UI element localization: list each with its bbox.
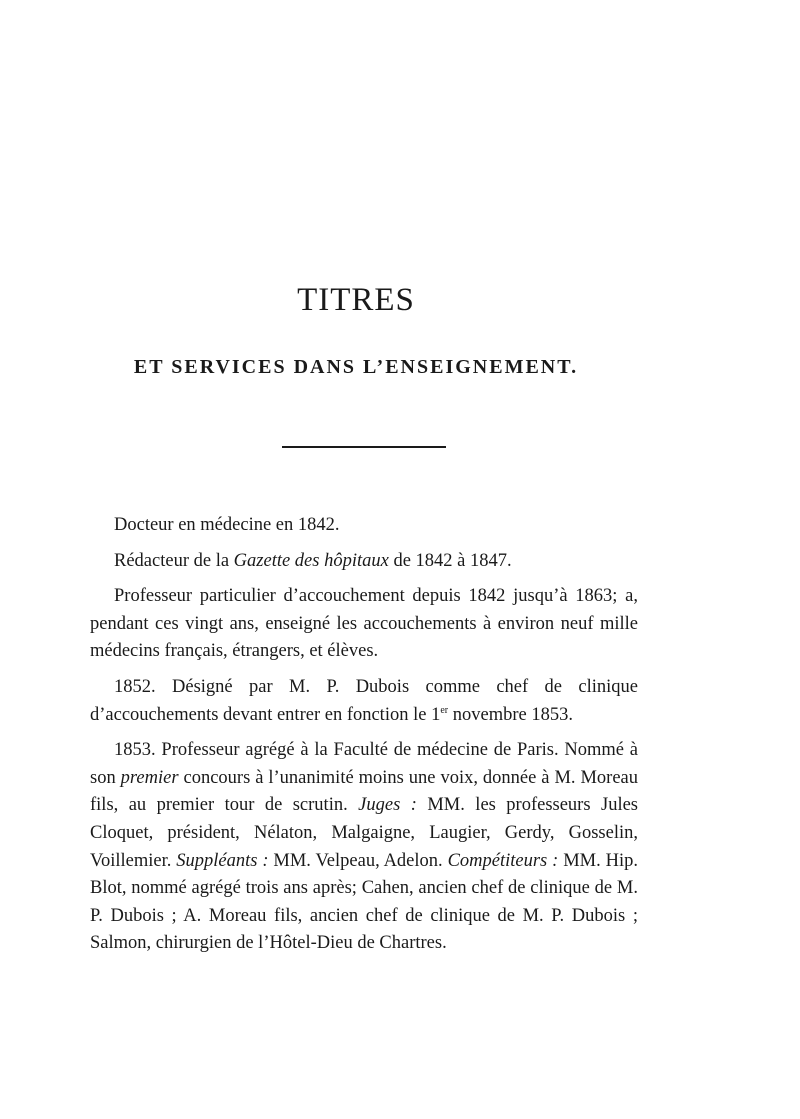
paragraph-professor: Professeur particulier d’accouchement depuis 1842 jusqu’à 1863; a, pendant ces vingt ans, enseigné les accouchements à environ neuf mille médecins français, étrangers, et élèves. bbox=[90, 586, 638, 662]
text-run: MM. Hip. Blot, nommé agrégé trois ans après; Cahen, ancien chef de clinique de M. P. Dubois ; A. Moreau fils, ancien chef de clinique de M. P. Dubois ; Salmon, chirurgien de l’Hôtel-Dieu de Chartres. bbox=[90, 850, 638, 954]
text-run: 1852. Désigné par M. P. Dubois comme chef de clinique d’accouchements devant entrer en fonction le 1 bbox=[90, 676, 638, 725]
label-juges: Juges : bbox=[358, 795, 417, 816]
body-text bbox=[90, 512, 638, 966]
text-run: de 1842 à 1847. bbox=[388, 550, 512, 571]
paragraph-doctorate: Docteur en médecine en 1842. bbox=[114, 515, 340, 535]
text-run: 1853. Professeur agrégé à la Faculté de médecine de Paris. Nommé à son bbox=[90, 740, 638, 788]
label-suppleants: Suppléants : bbox=[176, 850, 269, 871]
paragraph-1853 bbox=[90, 737, 638, 958]
text-run: concours à l’unanimité moins une voix, donnée à M. Moreau fils, au premier tour de scrutin. bbox=[90, 767, 638, 816]
divider-rule bbox=[282, 446, 446, 448]
text-run: Rédacteur de la bbox=[114, 550, 234, 571]
paragraph-gazette bbox=[90, 548, 638, 576]
ordinal-superscript: er bbox=[440, 704, 449, 716]
text-run: MM. les professeurs Jules Cloquet, président, Nélaton, Malgaigne, Laugier, Gerdy, Gosselin, Voillemier. bbox=[90, 795, 638, 871]
label-competiteurs: Compétiteurs : bbox=[447, 850, 559, 871]
paragraph-1852 bbox=[90, 674, 638, 729]
page-title: TITRES bbox=[297, 282, 415, 318]
journal-title: Gazette des hôpitaux bbox=[233, 550, 389, 571]
text-run: novembre 1853. bbox=[448, 704, 573, 725]
page-subtitle: ET SERVICES DANS L’ENSEIGNEMENT. bbox=[133, 356, 579, 378]
text-run: MM. Velpeau, Adelon. bbox=[268, 850, 448, 871]
emphasis-premier: premier bbox=[120, 767, 179, 788]
